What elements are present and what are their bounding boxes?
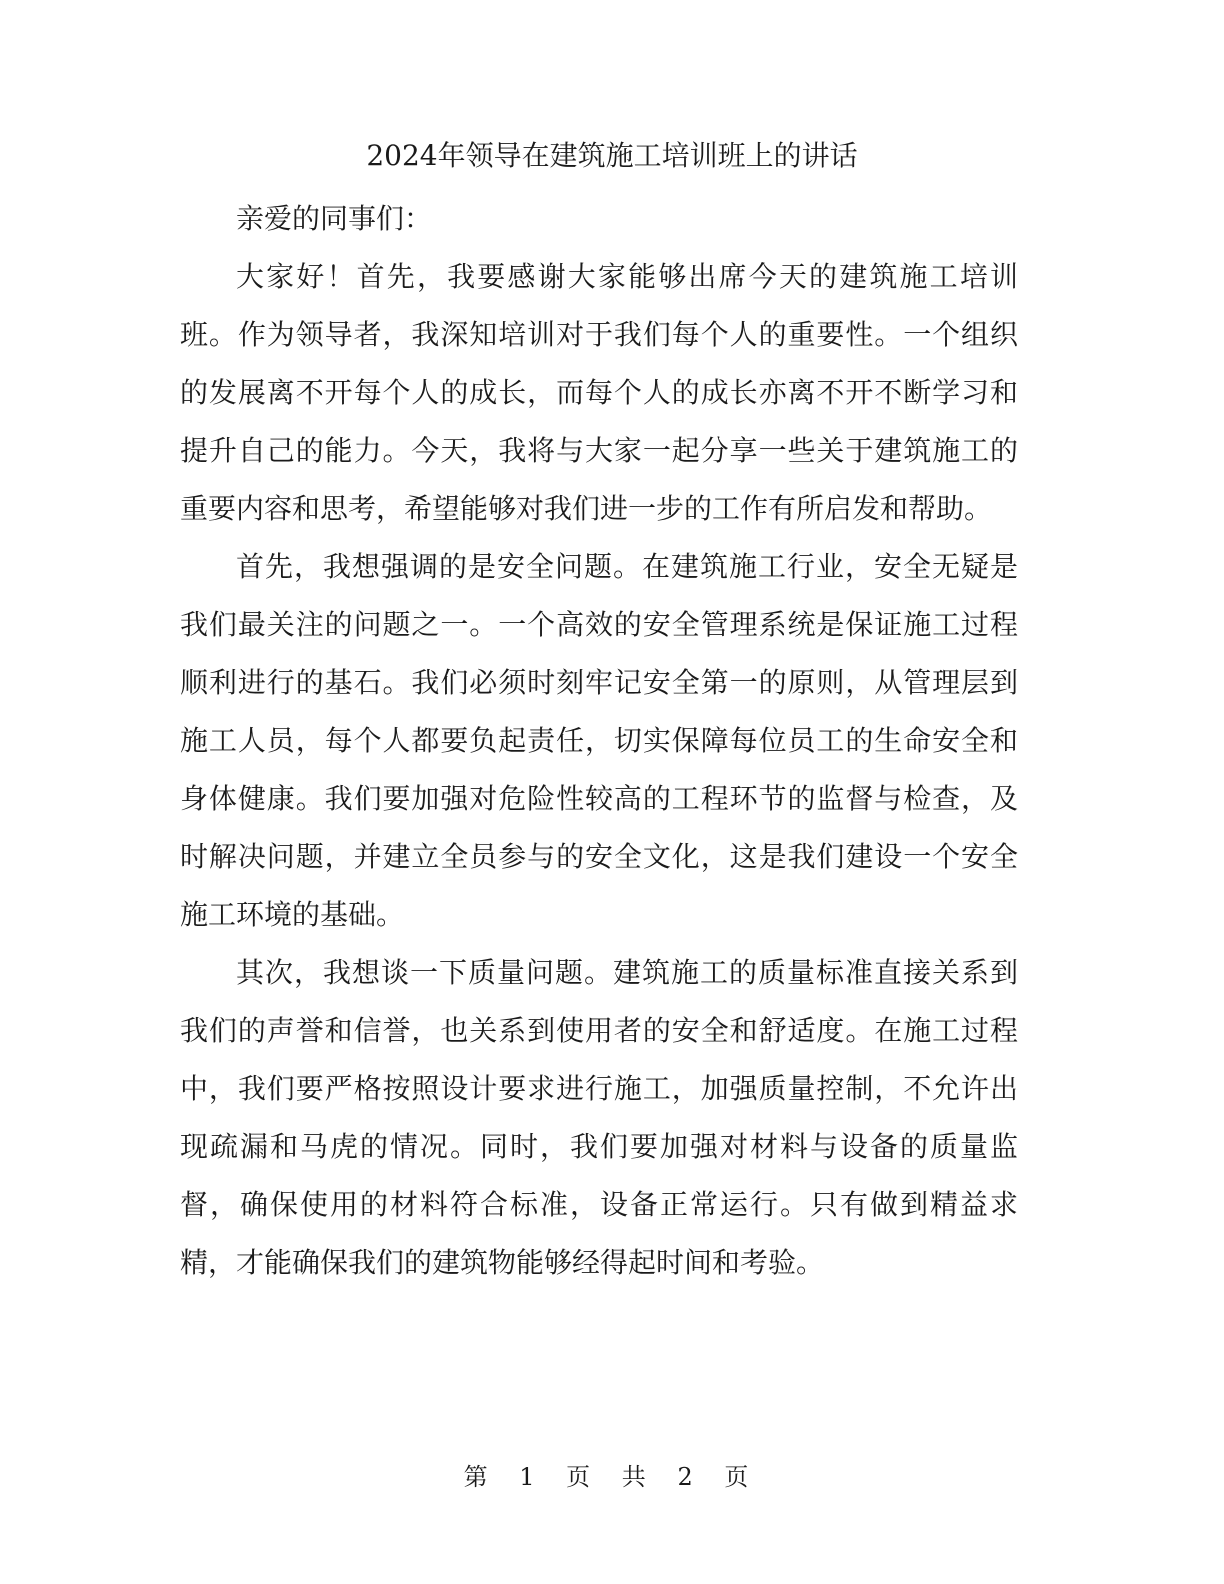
paragraph: 首先，我想强调的是安全问题。在建筑施工行业，安全无疑是我们最关注的问题之一。一个高效的安全管理系统是保证施工过程顺利进行的基石。我们必须时刻牢记安全第一的原则，从管理层到施工人员，每个人都要负起责任，切实保障每位员工的生命安全和身体健康。我们要加强对危险性较高的工程环节的监督与检查，及时解决问题，并建立全员参与的安全文化，这是我们建设一个安全施工环境的基础。	[180, 550, 1018, 931]
greeting: 亲爱的同事们：	[236, 202, 433, 235]
paragraph: 其次，我想谈一下质量问题。建筑施工的质量标准直接关系到我们的声誉和信誉，也关系到使用者的安全和舒适度。在施工过程中，我们要严格按照设计要求进行施工，加强质量控制，不允许出现疏漏和马虎的情况。同时，我们要加强对材料与设备的质量监督，确保使用的材料符合标准，设备正常运行。只有做到精益求精，才能确保我们的建筑物能够经得起时间和考验。	[180, 956, 1018, 1279]
document-body	[180, 190, 1018, 1292]
paragraph: 大家好！首先，我要感谢大家能够出席今天的建筑施工培训班。作为领导者，我深知培训对于我们每个人的重要性。一个组织的发展离不开每个人的成长，而每个人的成长亦离不开不断学习和提升自己的能力。今天，我将与大家一起分享一些关于建筑施工的重要内容和思考，希望能够对我们进一步的工作有所启发和帮助。	[180, 260, 1018, 525]
document-title: 2024年领导在建筑施工培训班上的讲话	[366, 139, 858, 172]
page-number-footer: 第 1 页 共 2 页	[463, 1463, 761, 1491]
